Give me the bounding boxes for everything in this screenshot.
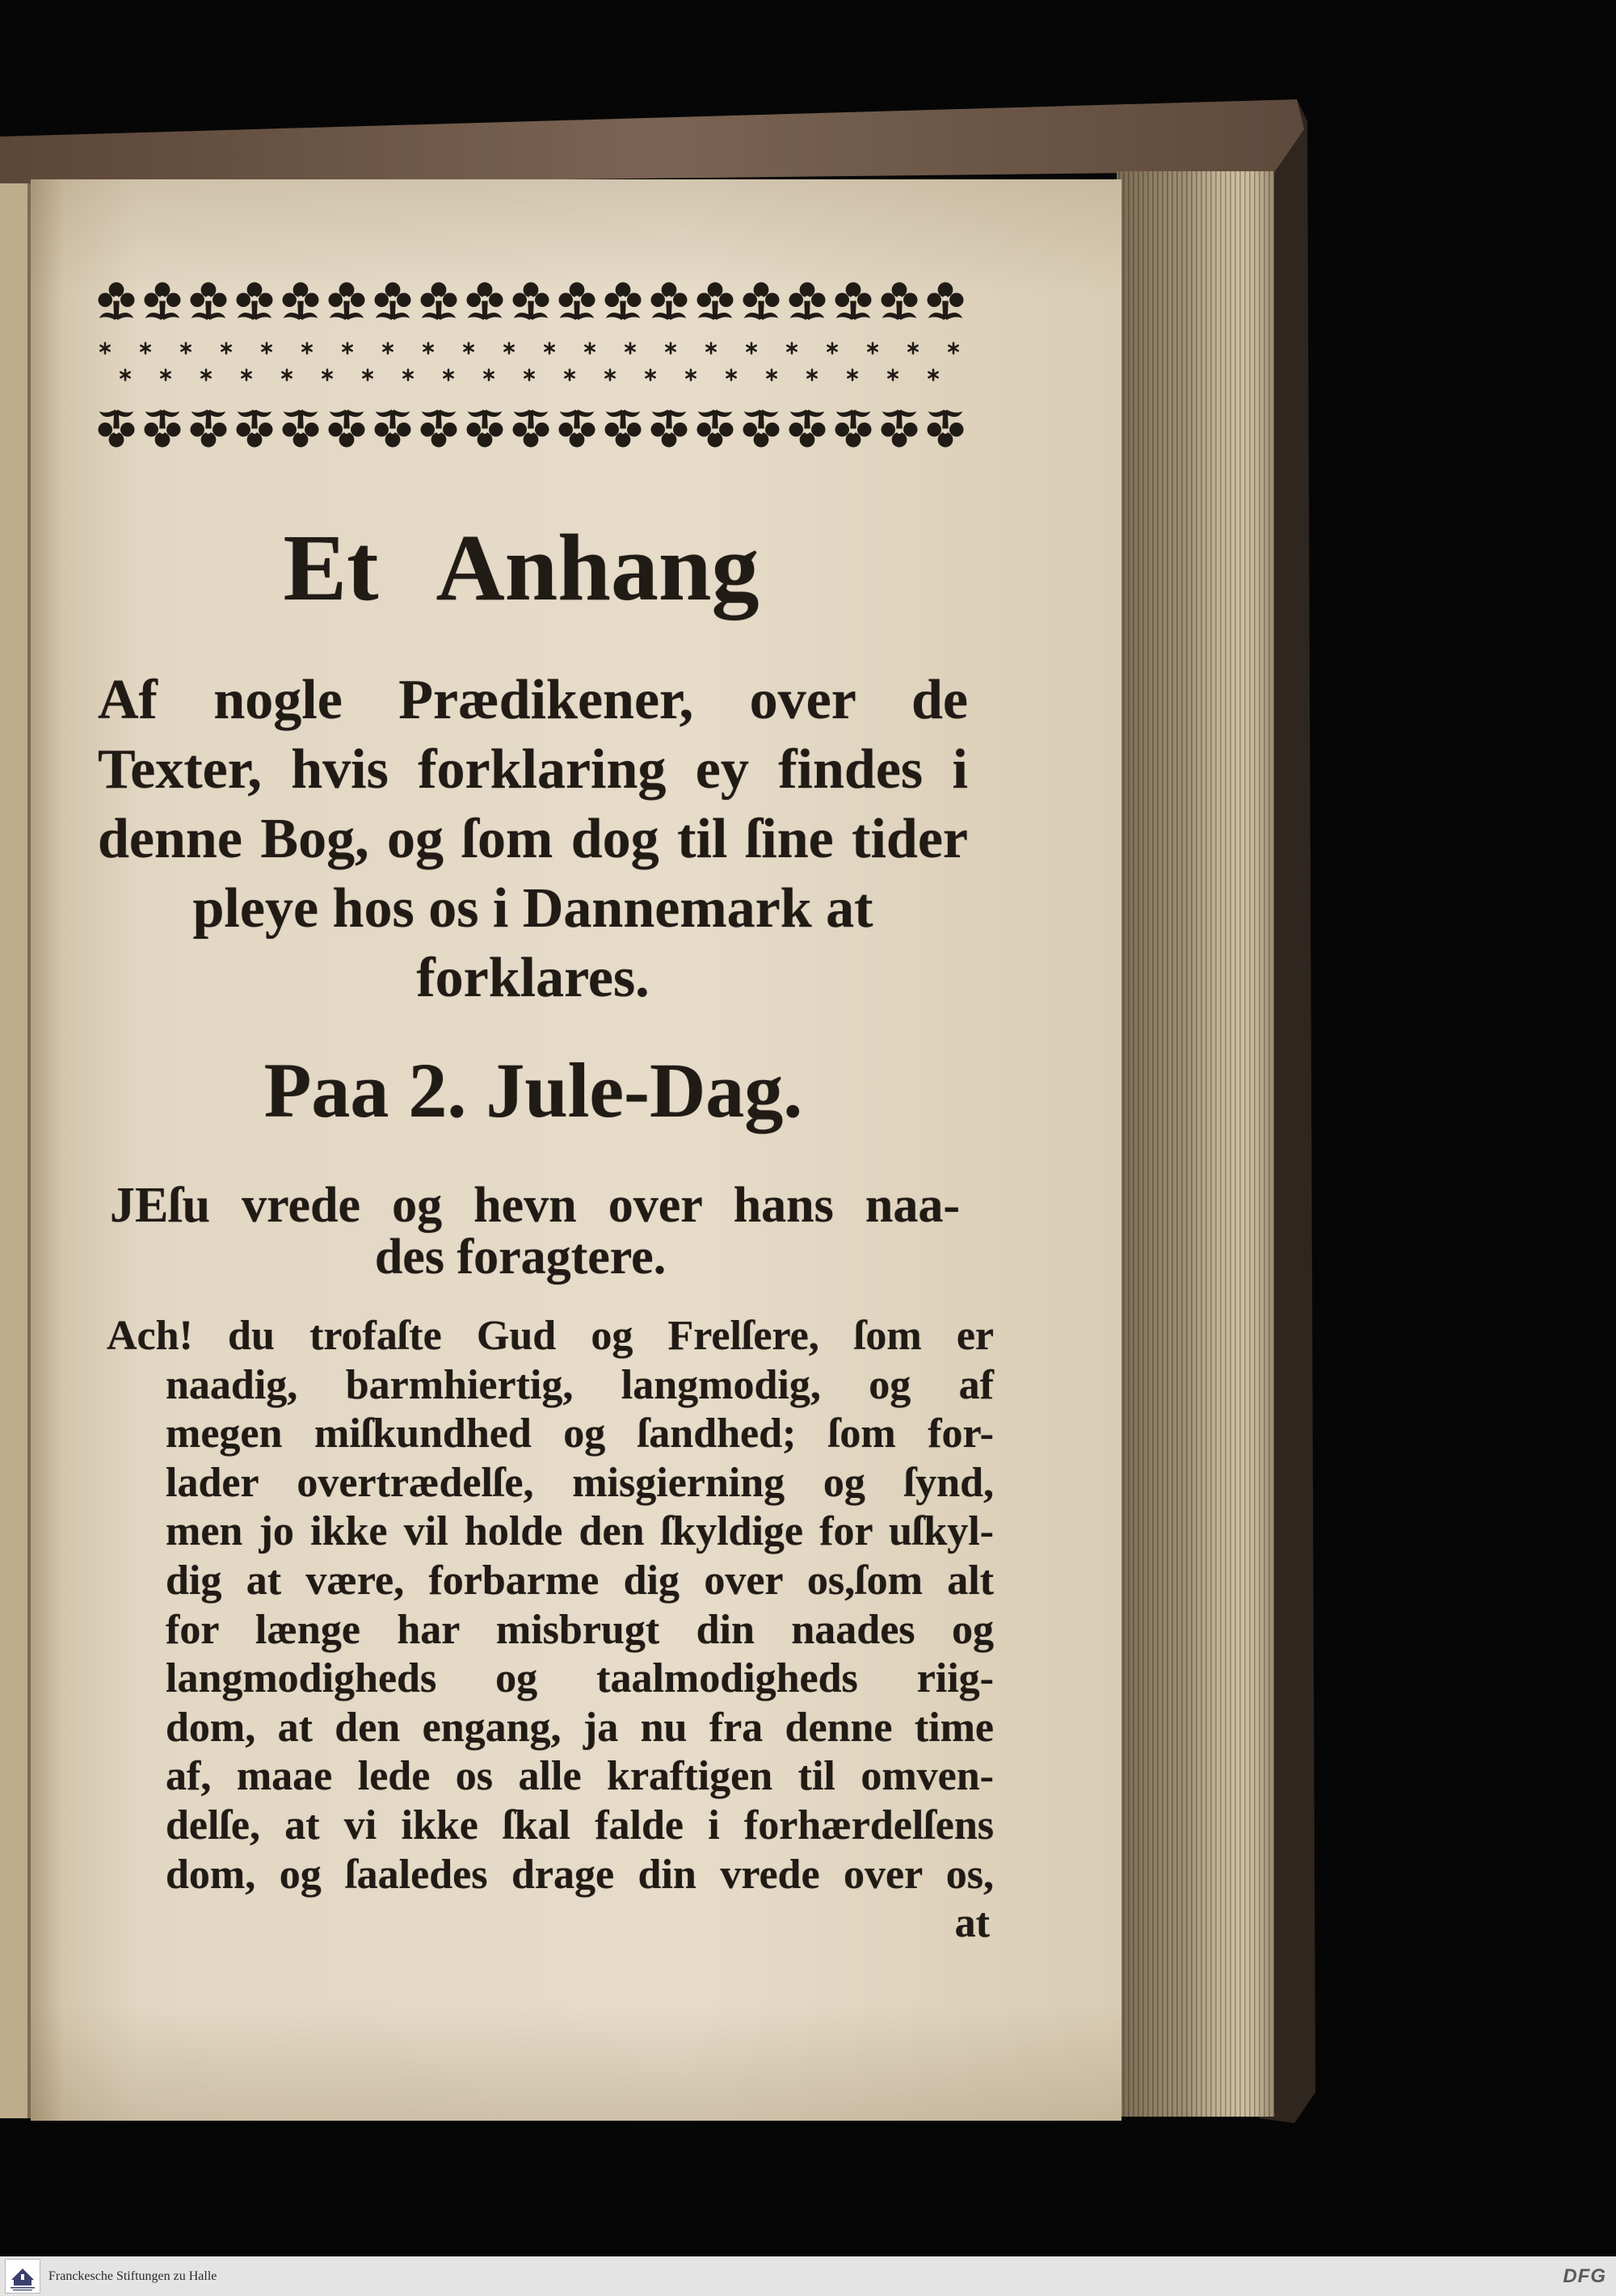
fleuron-icon — [237, 410, 273, 448]
fleuron-icon — [605, 282, 642, 320]
fleuron-icon — [237, 282, 273, 320]
subtitle-line: Texter, hvis forklaring ey findes i — [98, 738, 968, 801]
asterisk-icon — [383, 343, 392, 354]
fleuron-icon — [191, 410, 227, 448]
body-line: naadig, barmhiertig, langmodig, og af — [166, 1361, 994, 1408]
asterisk-icon — [524, 370, 533, 381]
subtitle-block — [98, 666, 968, 1013]
body-line: megen miſkundhed og ſandhed; ſom for- — [166, 1411, 994, 1457]
subheading-line: des foragtere. — [374, 1230, 667, 1285]
cover-top-edge — [0, 99, 1304, 186]
fleuron-icon — [513, 282, 549, 320]
fleuron-icon — [559, 282, 595, 320]
asterisk-icon — [242, 370, 250, 381]
fleuron-icon — [559, 410, 595, 448]
asterisk-icon — [201, 370, 210, 381]
body-line: dom, og ſaaledes drage din vrede over os, — [166, 1851, 994, 1898]
fleuron-icon — [375, 410, 411, 448]
asterisk-icon — [767, 370, 776, 381]
asterisk-icon — [787, 343, 796, 354]
asterisk-icon — [423, 343, 432, 354]
fleuron-icon — [145, 410, 181, 448]
fleuron-icon — [191, 282, 227, 320]
asterisk-icon — [161, 370, 170, 381]
asterisk-icon — [565, 370, 574, 381]
fleuron-icon — [283, 282, 319, 320]
asterisk-icon — [747, 343, 755, 354]
asterisk-icon — [868, 343, 877, 354]
fleuron-icon — [99, 410, 135, 448]
body-line: dig at være, forbarme dig over os,ſom alt — [166, 1557, 994, 1604]
asterisk-icon — [484, 370, 493, 381]
body-line: Ach! du trofaſte Gud og Frelſere, ſom er — [107, 1313, 994, 1359]
fleuron-icon — [743, 410, 780, 448]
ornament-band — [97, 267, 966, 469]
asterisk-icon — [322, 370, 331, 381]
body-line: langmodigheds og taalmodigheds riig- — [166, 1655, 994, 1702]
gutter-line — [27, 183, 31, 2118]
asterisk-icon — [646, 370, 654, 381]
asterisk-icon — [504, 343, 513, 354]
asterisk-icon — [949, 343, 957, 354]
fleuron-icon — [835, 410, 872, 448]
asterisk-icon — [181, 343, 190, 354]
subtitle-line: pleye hos os i Dannemark at — [192, 877, 873, 940]
fleuron-icon — [882, 410, 918, 448]
asterisk-icon — [726, 370, 735, 381]
asterisk-icon — [585, 343, 594, 354]
asterisk-icon — [120, 370, 129, 381]
fleuron-icon — [835, 282, 872, 320]
asterisk-icon — [908, 343, 917, 354]
left-page-sliver — [0, 183, 31, 2118]
fleuron-icon — [697, 410, 734, 448]
asterisk-icon — [545, 343, 553, 354]
body-line: men jo ikke vil holde den ſkyldige for uſkyl- — [166, 1508, 994, 1555]
asterisk-icon — [928, 370, 937, 381]
fleuron-icon — [513, 410, 549, 448]
body-line: delſe, at vi ikke ſkal falde i forhærdelſens — [166, 1802, 994, 1848]
subtitle-line: forklares. — [416, 947, 650, 1009]
catchword: at — [954, 1900, 990, 1947]
fleuron-icon — [467, 282, 503, 320]
asterisk-icon — [221, 343, 230, 354]
asterisk-icon — [302, 343, 311, 354]
sermon-subheading — [110, 1180, 960, 1283]
fleuron-icon — [329, 282, 365, 320]
asterisk-icon — [605, 370, 614, 381]
funder-logo-text: DFG — [1563, 2265, 1606, 2287]
asterisk-icon — [403, 370, 412, 381]
section-title: Et Anhang — [283, 515, 760, 620]
asterisk-icon — [848, 370, 856, 381]
asterisk-icon — [444, 370, 452, 381]
fleuron-icon — [651, 282, 688, 320]
asterisk-icon — [363, 370, 372, 381]
francke-foundation-logo — [5, 2259, 40, 2294]
body-line: dom, at den engang, ja nu fra denne time — [166, 1704, 994, 1751]
body-line: af, maae lede os alle kraftigen til omven- — [166, 1753, 994, 1800]
body-line: lader overtrædelſe, misgierning og ſynd, — [166, 1459, 994, 1506]
asterisk-icon — [827, 343, 836, 354]
asterisk-icon — [262, 343, 271, 354]
fleuron-icon — [605, 410, 642, 448]
asterisk-icon — [343, 343, 351, 354]
asterisk-icon — [625, 343, 634, 354]
fleuron-icon — [421, 410, 457, 448]
asterisk-icon — [282, 370, 291, 381]
asterisk-icon — [888, 370, 897, 381]
fleuron-icon — [145, 282, 181, 320]
fleuron-icon — [467, 410, 503, 448]
subtitle-line: Af nogle Prædikener, over de — [98, 669, 968, 731]
asterisk-icon — [706, 343, 715, 354]
fleuron-icon — [421, 282, 457, 320]
fleuron-icon — [928, 282, 964, 320]
fleuron-icon — [697, 282, 734, 320]
page-block-shade — [1117, 171, 1274, 2117]
asterisk-icon — [464, 343, 473, 354]
subheading-line: JEſu vrede og hevn over hans naa- — [110, 1178, 960, 1233]
asterisk-icon — [100, 343, 109, 354]
fleuron-icon — [283, 410, 319, 448]
fleuron-icon — [375, 282, 411, 320]
asterisk-icon — [686, 370, 695, 381]
asterisk-icon — [807, 370, 816, 381]
fleuron-icon — [789, 282, 826, 320]
sermon-heading: Paa 2. Jule-Dag. — [263, 1047, 803, 1133]
prayer-text — [107, 1312, 994, 1949]
subtitle-line: denne Bog, og ſom dog til ſine tider — [98, 808, 968, 870]
fleuron-icon — [928, 410, 964, 448]
fleuron-icon — [743, 282, 780, 320]
fleuron-icon — [789, 410, 826, 448]
fleuron-icon — [329, 410, 365, 448]
asterisk-icon — [141, 343, 149, 354]
fleuron-icon — [882, 282, 918, 320]
footer-bar — [0, 2256, 1616, 2296]
institution-credit: Franckesche Stiftungen zu Halle — [48, 2269, 217, 2283]
fleuron-icon — [651, 410, 688, 448]
asterisk-icon — [666, 343, 675, 354]
fleuron-icon — [99, 282, 135, 320]
body-line: for længe har misbrugt din naades og — [166, 1606, 994, 1653]
